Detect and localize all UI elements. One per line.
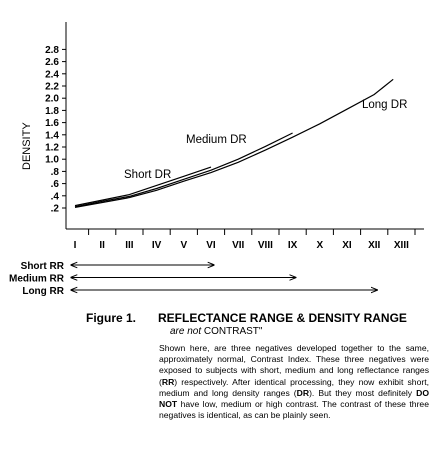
x-tick-label: VIII [257,240,273,251]
x-tick-label: X [316,240,324,251]
subtitle-rest: CONTRAST" [201,326,263,337]
body-text: have low, medium or high contrast. The contrast of these three negatives is identical, as can be plainly seen. [159,399,429,421]
x-tick-label: IV [151,240,162,251]
x-tick-label: V [180,240,188,251]
y-tick-label: 2.0 [45,93,59,105]
y-tick-label: 1.8 [45,105,59,117]
figure-title-text: REFLECTANCE RANGE & DENSITY RANGE [158,311,407,325]
body-text: Shown here, are three negatives developed together to the same, approximately normal, Contrast Index. These three negatives were exposed to subjects with short, medium and long reflectance ranges ( [159,343,429,387]
y-tick-label: 2.4 [45,69,59,81]
range-label: Long RR [22,286,64,297]
x-tick-label: I [73,240,77,251]
series-label: Long DR [362,99,408,111]
y-tick-label: 1.6 [45,118,59,130]
y-tick-label: .4 [50,191,59,203]
y-axis-label: DENSITY [21,122,33,170]
x-tick-label: VII [232,240,245,251]
y-ticks [45,45,66,215]
body-emphasis: RR [161,376,175,387]
series-label: Short DR [124,169,172,181]
figure-caption [86,311,429,421]
y-tick-label: .2 [50,203,59,215]
series-lines [75,79,407,207]
y-tick-label: .6 [50,179,59,191]
y-tick-label: 2.8 [45,44,59,56]
figure-body-text [159,343,429,421]
range-label: Short RR [20,261,64,272]
x-tick-label: XIII [393,240,409,251]
y-tick-label: 2.2 [45,81,59,93]
y-tick-label: 1.4 [45,130,59,142]
x-tick-label: XI [342,240,352,251]
subtitle-italic: are not [170,326,202,337]
figure-subtitle [170,326,426,337]
figure-label: Figure 1. [86,311,137,325]
x-tick-label: II [99,240,105,251]
body-text: ) respectively. After identical processing, they now exhibit short, medium and long density ranges ( [159,376,429,398]
y-tick-label: 1.2 [45,142,59,154]
body-emphasis: DO NOT [159,387,429,410]
x-tick-label: IX [287,240,298,251]
range-label: Medium RR [9,273,64,285]
y-tick-label: .8 [50,166,59,178]
series-line-2 [75,133,293,207]
body-emphasis: DR [296,387,310,398]
figure-title [86,311,426,325]
range-arrows [9,261,377,297]
x-tick-label: III [125,240,134,251]
series-label: Medium DR [186,134,247,146]
body-text: ). But they most definitely [309,387,417,398]
y-tick-label: 1.0 [45,154,59,166]
x-tick-label: XII [368,240,381,251]
x-ticks [74,229,415,251]
x-tick-label: VI [206,240,216,251]
y-tick-label: 2.6 [45,57,59,69]
